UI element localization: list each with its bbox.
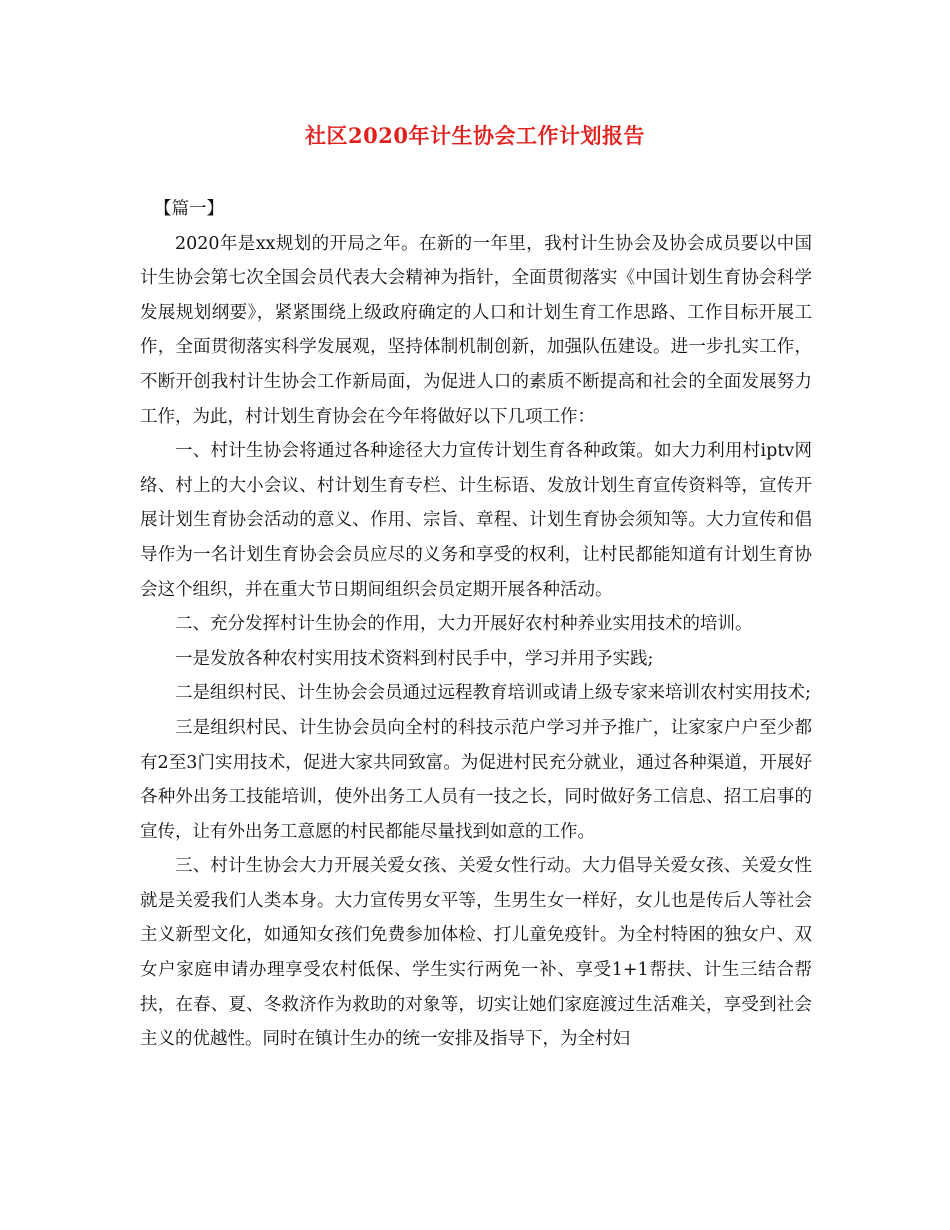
paragraph-subitem-2: 二是组织村民、计生协会会员通过远程教育培训或请上级专家来培训农村实用技术; [175,683,811,704]
paragraph-item-1: 一、村计生协会将通过各种途径大力宣传计划生育各种政策。如大力利用村iptv网络、村上的大小会议、村计划生育专栏、计生标语、发放计划生育宣传资料等，宣传开展计划生育协会活动的意义、作用、宗旨、章程、计划生育协会须知等。大力宣传和倡导作为一名计划生育协会会员应尽的义务和享受的权利，让村民都能知道有计划生育协会这个组织，并在重大节日期间组织会员定期开展各种活动。 [140,441,812,600]
paragraph-item-2: 二、充分发挥村计生协会的作用，大力开展好农村种养业实用技术的培训。 [175,614,753,635]
paragraph-item-3: 三、村计生协会大力开展关爱女孩、关爱女性行动。大力倡导关爱女孩、关爱女性就是关爱我们人类本身。大力宣传男女平等，生男生女一样好，女儿也是传后人等社会主义新型文化，如通知女孩们免费参加体检、打儿童免疫针。为全村特困的独女户、双女户家庭申请办理享受农村低保、学生实行两免一补、享受1+1帮扶、计生三结合帮扶，在春、夏、冬救济作为救助的对象等，切实让她们家庭渡过生活难关，享受到社会主义的优越性。同时在镇计生办的统一安排及指导下，为全村妇 [140,856,812,1050]
paragraph-subitem-3: 三是组织村民、计生协会员向全村的科技示范户学习并予推广，让家家户户至少都有2至3门实用技术，促进大家共同致富。为促进村民充分就业，通过各种渠道，开展好各种外出务工技能培训，使外出务工人员有一技之长，同时做好务工信息、招工启事的宣传，让有外出务工意愿的村民都能尽量找到如意的工作。 [140,717,812,842]
document-body [140,192,812,1057]
paragraph-subitem-1: 一是发放各种农村实用技术资料到村民手中，学习并用予实践; [175,648,654,669]
paragraph-intro: 2020年是xx规划的开局之年。在新的一年里，我村计生协会及协会成员要以中国计生协会第七次全国会员代表大会精神为指针，全面贯彻落实《中国计划生育协会科学发展规划纲要》，紧紧围绕上级政府确定的人口和计划生育工作思路、工作目标开展工作，全面贯彻落实科学发展观，坚持体制机制创新，加强队伍建设。进一步扎实工作，不断开创我村计生协会工作新局面，为促进人口的素质不断提高和社会的全面发展努力工作，为此，村计划生育协会在今年将做好以下几项工作： [140,233,812,427]
section-label: 【篇一】 [154,199,224,219]
document-title: 社区2020年计生协会工作计划报告 [305,123,645,148]
